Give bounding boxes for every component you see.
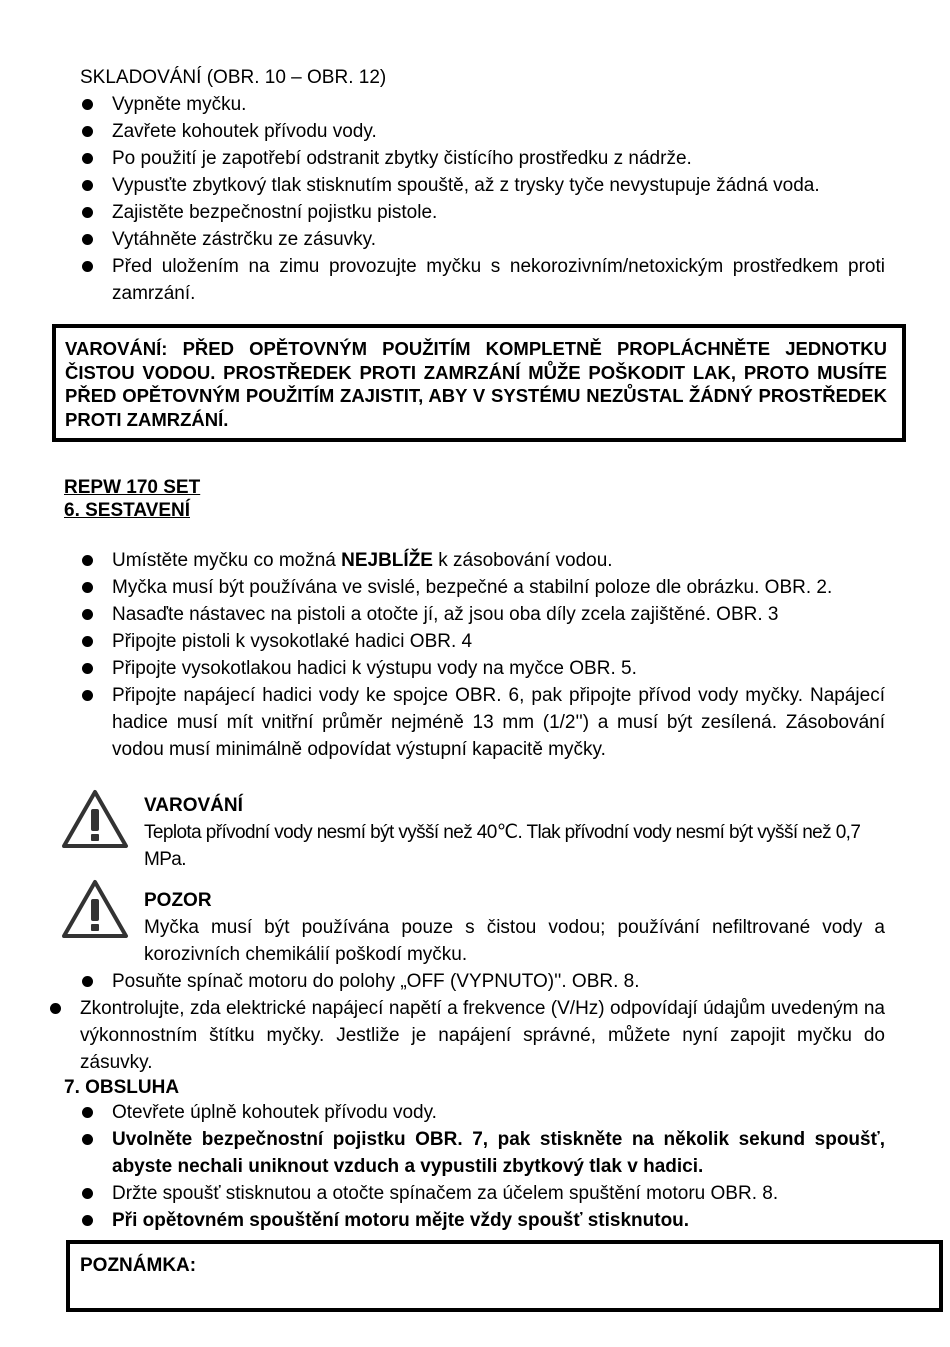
note-label: POZNÁMKA:	[80, 1255, 197, 1276]
bullet	[82, 1107, 93, 1118]
assembly-item: Připojte napájecí hadici vody ke spojce OBR. 6, pak připojte přívod vody myčky. Napájecí hadice musí mít vnitřní průměr nejméně 13 mm (1/2'') a musí být zesílená. Zásobování vodou musí minimálně odpovídat výstupní kapacitě myčky.	[112, 685, 885, 760]
bullet	[82, 555, 93, 566]
bullet	[82, 180, 93, 191]
bullet	[82, 1134, 93, 1145]
storage-item: Vytáhněte zástrčku ze zásuvky.	[112, 229, 377, 250]
list-item: Posuňte spínač motoru do polohy „OFF (VYPNUTO)''. OBR. 8.	[112, 971, 640, 992]
warning-box	[52, 324, 906, 442]
assembly-item: Myčka musí být používána ve svislé, bezpečné a stabilní poloze dle obrázku. OBR. 2.	[112, 577, 833, 598]
assembly-heading: 6. SESTAVENÍ	[64, 500, 190, 521]
caution-text: Myčka musí být používána pouze s čistou vodou; používání nefiltrované vody a korozivních chemikálií poškodí myčku.	[144, 917, 885, 965]
bullet	[82, 126, 93, 137]
operation-item: Při opětovném spouštění motoru mějte vždy spoušť stisknutou.	[112, 1210, 690, 1231]
operation-item: Držte spoušť stisknutou a otočte spínačem za účelem spuštění motoru OBR. 8.	[112, 1183, 779, 1204]
bullet	[82, 976, 93, 987]
warning-triangle-icon	[60, 878, 130, 940]
assembly-item-text: Umístěte myčku co možná	[112, 550, 342, 571]
bullet	[82, 1215, 93, 1226]
bullet	[82, 582, 93, 593]
storage-item: Po použití je zapotřebí odstranit zbytky čistícího prostředku z nádrže.	[112, 148, 692, 169]
operation-item: Uvolněte bezpečnostní pojistku OBR. 7, pak stiskněte na několik sekund spoušť, abyste nechali uniknout vzduch a vypustili zbytkový tlak v hadici.	[112, 1129, 885, 1177]
storage-heading: SKLADOVÁNÍ (OBR. 10 – OBR. 12)	[80, 67, 387, 88]
assembly-item: Připojte vysokotlakou hadici k výstupu vody na myčce OBR. 5.	[112, 658, 637, 679]
storage-item: Vypněte myčku.	[112, 94, 247, 115]
bullet	[82, 207, 93, 218]
assembly-item-text: k zásobování vodou.	[432, 550, 613, 571]
bullet	[82, 99, 93, 110]
caution-text: Teplota přívodní vody nesmí být vyšší než 40℃. Tlak přívodní vody nesmí být vyšší než 0,7 MPa.	[144, 822, 861, 870]
bullet	[82, 690, 93, 701]
operation-item: Otevřete úplně kohoutek přívodu vody.	[112, 1102, 437, 1123]
assembly-item: Připojte pistoli k vysokotlaké hadici OBR. 4	[112, 631, 473, 652]
bullet	[82, 1188, 93, 1199]
storage-item: Vypusťte zbytkový tlak stisknutím spouště, až z trysky tyče nevystupuje žádná voda.	[112, 175, 820, 196]
bullet	[50, 1003, 61, 1014]
caution-title: POZOR	[144, 890, 212, 911]
bullet	[82, 636, 93, 647]
warning-box-text: VAROVÁNÍ: PŘED OPĚTOVNÝM POUŽITÍM KOMPLETNĚ PROPLÁCHNĚTE JEDNOTKU ČISTOU VODOU. PROSTŘEDEK PROTI ZAMRZÁNÍ MŮŽE POŠKODIT LAK, PROTO MUSÍTE PŘED OPĚTOVNÝM POUŽITÍM ZAJISTIT, ABY V SYSTÉMU NEZŮSTAL ŽÁDNÝ PROSTŘEDEK PROTI ZAMRZÁNÍ.	[65, 338, 887, 430]
storage-item: Zajistěte bezpečnostní pojistku pistole.	[112, 202, 438, 223]
list-item: Zkontrolujte, zda elektrické napájecí napětí a frekvence (V/Hz) odpovídají údajům uvedeným na výkonnostním štítku myčky. Jestliže je napájení správné, můžete nyní zapojit myčku do zásuvky.	[80, 998, 885, 1073]
bullet	[82, 609, 93, 620]
operation-heading: 7. OBSLUHA	[64, 1077, 180, 1098]
assembly-item	[112, 547, 613, 574]
bullet	[82, 234, 93, 245]
model-title: REPW 170 SET	[64, 477, 201, 498]
assembly-item-emphasis: NEJBLÍŽE	[341, 550, 433, 571]
note-box	[66, 1240, 943, 1312]
caution-title: VAROVÁNÍ	[144, 795, 243, 816]
storage-item: Před uložením na zimu provozujte myčku s nekorozivním/netoxickým prostředkem proti zamrzání.	[112, 256, 885, 304]
storage-item: Zavřete kohoutek přívodu vody.	[112, 121, 377, 142]
warning-triangle-icon	[60, 788, 130, 850]
bullet	[82, 663, 93, 674]
bullet	[82, 261, 93, 272]
assembly-item: Nasaďte nástavec na pistoli a otočte jí, až jsou oba díly zcela zajištěné. OBR. 3	[112, 604, 779, 625]
bullet	[82, 153, 93, 164]
